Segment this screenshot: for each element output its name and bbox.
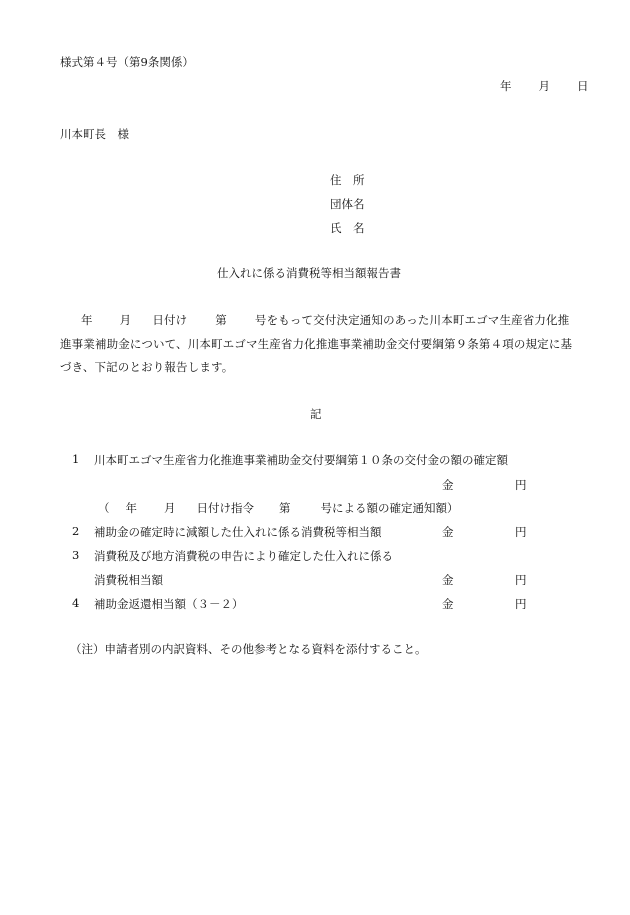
item3-yen: 円 <box>515 573 527 587</box>
name-label: 氏 名 <box>330 221 365 235</box>
item1-month: 月 <box>164 501 176 515</box>
document-title: 仕入れに係る消費税等相当額報告書 <box>217 266 401 280</box>
item2-number: 2 <box>72 524 80 538</box>
item2-kin: 金 <box>442 525 454 539</box>
item4-kin: 金 <box>442 597 454 611</box>
item2-yen: 円 <box>515 525 527 539</box>
item3-text2: 消費税相当額 <box>94 573 163 587</box>
item1-dai: 第 <box>279 501 291 515</box>
body-paragraph <box>60 309 580 380</box>
body-year: 年 <box>81 313 93 327</box>
item3-kin: 金 <box>442 573 454 587</box>
addressee: 川本町長 様 <box>60 127 129 141</box>
item4-number: 4 <box>72 596 80 610</box>
item1-notice-line <box>98 500 459 516</box>
address-label: 住 所 <box>330 173 365 187</box>
attachment-note: （注）申請者別の内訳資料、その他参考となる資料を添付すること。 <box>70 642 427 656</box>
body-text: 号をもって交付決定通知のあった川本町エゴマ生産省力化推進事業補助金について、川本町エゴマ生産省力化推進事業補助金交付要綱第９条第４項の規定に基づき、下記のとおり報告します。 <box>60 313 573 374</box>
ki-marker: 記 <box>310 407 322 421</box>
body-month: 月 <box>119 313 132 327</box>
item1-yen: 円 <box>515 478 527 492</box>
item1-paren-open: （ <box>98 501 110 515</box>
item1-kin: 金 <box>442 478 454 492</box>
date-day: 日 <box>577 79 589 93</box>
org-label: 団体名 <box>330 197 365 211</box>
item1-text: 川本町エゴマ生産省力化推進事業補助金交付要綱第１０条の交付金の額の確定額 <box>94 453 508 467</box>
item1-paren-tail: 号による額の確定通知額） <box>320 501 459 515</box>
date-line <box>500 78 589 94</box>
date-year: 年 <box>500 79 512 93</box>
date-month: 月 <box>538 79 550 93</box>
body-dated: 日付け <box>152 313 188 327</box>
item1-number: 1 <box>72 452 80 466</box>
item4-yen: 円 <box>515 597 527 611</box>
item2-text: 補助金の確定時に減額した仕入れに係る消費税等相当額 <box>94 525 382 539</box>
body-dai: 第 <box>215 313 227 327</box>
item4-text: 補助金返還相当額（３－２） <box>94 597 244 611</box>
item3-number: 3 <box>72 548 80 562</box>
form-number: 様式第４号（第9条関係） <box>60 55 194 69</box>
item3-text: 消費税及び地方消費税の申告により確定した仕入れに係る <box>94 549 393 563</box>
item1-dated: 日付け指令 <box>196 501 254 515</box>
item1-year: 年 <box>125 501 137 515</box>
